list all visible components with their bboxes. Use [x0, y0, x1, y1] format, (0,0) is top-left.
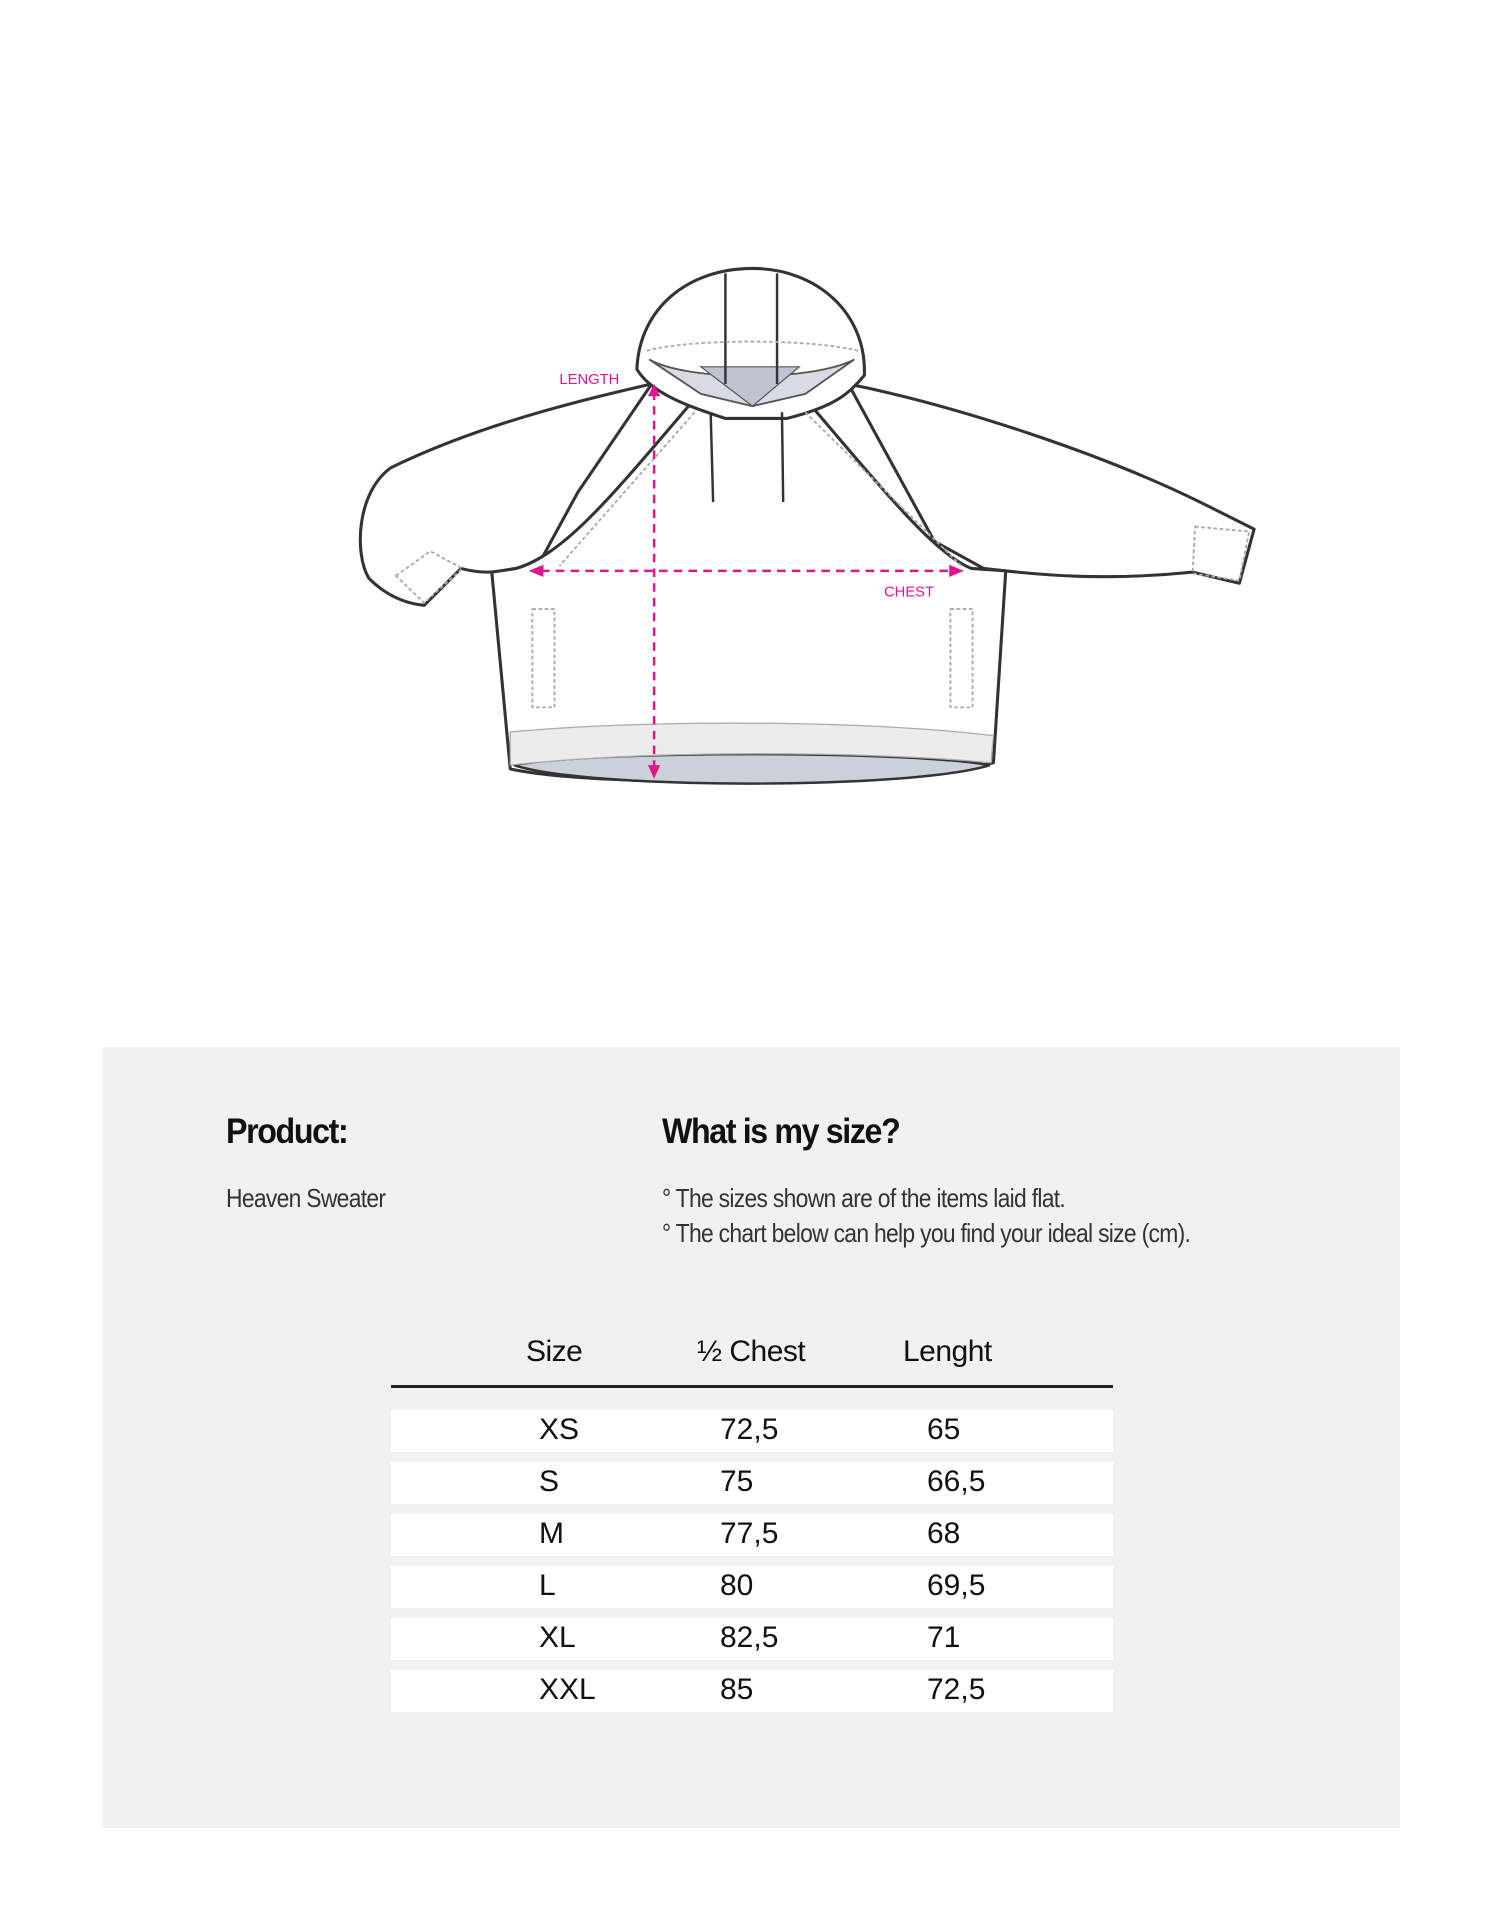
cell-size: M: [539, 1517, 564, 1550]
size-note: ° The sizes shown are of the items laid flat.: [662, 1183, 1066, 1213]
header-divider: [391, 1385, 1113, 1388]
table-row: [391, 1514, 1113, 1556]
header-size: Size: [526, 1335, 583, 1368]
cell-chest: 72,5: [720, 1413, 779, 1446]
length-label: LENGTH: [559, 372, 620, 389]
cell-chest: 77,5: [720, 1517, 779, 1550]
header-length: Lenght: [903, 1335, 992, 1368]
size-help-heading: What is my size?: [662, 1112, 900, 1151]
cell-chest: 80: [720, 1569, 754, 1602]
chest-label: CHEST: [884, 584, 935, 601]
cell-chest: 85: [720, 1673, 754, 1706]
table-row: [391, 1618, 1113, 1660]
cell-chest: 75: [720, 1465, 754, 1498]
table-row: [391, 1462, 1113, 1504]
cell-size: L: [539, 1569, 556, 1602]
size-note: ° The chart below can help you find your ideal size (cm).: [662, 1218, 1191, 1248]
cell-length: 66,5: [927, 1465, 986, 1498]
cell-chest: 82,5: [720, 1621, 779, 1654]
product-name: Heaven Sweater: [226, 1183, 386, 1213]
cell-length: 69,5: [927, 1569, 986, 1602]
table-row: [391, 1566, 1113, 1608]
cell-length: 71: [927, 1621, 961, 1654]
product-heading: Product:: [226, 1112, 348, 1151]
hoodie-measurement-diagram: [0, 0, 1500, 800]
cell-length: 65: [927, 1413, 961, 1446]
header-chest: ½ Chest: [697, 1335, 806, 1368]
cell-size: XS: [539, 1413, 580, 1446]
cell-length: 72,5: [927, 1673, 986, 1706]
cell-length: 68: [927, 1517, 961, 1550]
cell-size: S: [539, 1465, 560, 1498]
table-row: [391, 1670, 1113, 1712]
table-row: [391, 1410, 1113, 1452]
cell-size: XXL: [539, 1673, 596, 1706]
cell-size: XL: [539, 1621, 576, 1654]
